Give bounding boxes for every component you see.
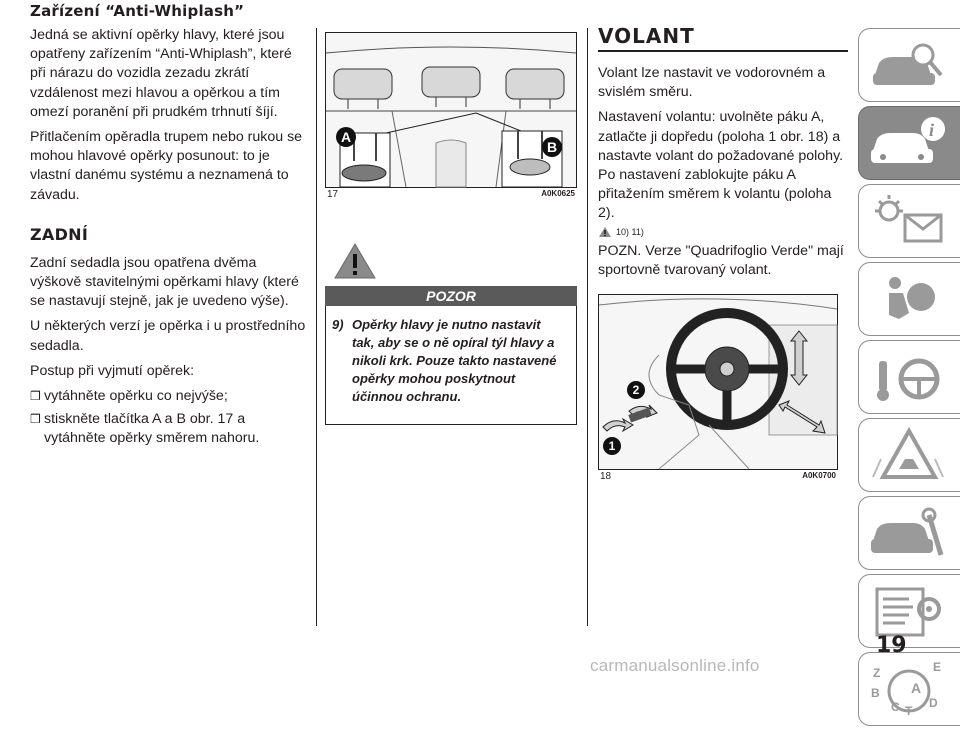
svg-text:B: B [871, 686, 880, 700]
car-info-icon [859, 107, 959, 179]
list-item-text: stiskněte tlačítka A a B obr. 17 a vytáhněte opěrky směrem nahoru. [44, 411, 260, 447]
figure-17-headrests [325, 32, 577, 188]
svg-text:A: A [911, 680, 922, 696]
figure-number: 17 [327, 189, 339, 200]
car-search-icon [859, 29, 959, 101]
volant-adjust-paragraph: Nastavení volantu: uvolněte páku A, zatlačte ji dopředu (poloha 1 obr. 18) a nastavte volant do požadované polohy. Po nastavení zablokujte páku A přitažením směrem k volantu (poloha 2). [598, 109, 844, 222]
heading-rule [598, 50, 848, 52]
figure-18-steering [598, 294, 838, 470]
removal-intro-paragraph: Postup při vyjmutí opěrek: [30, 362, 195, 379]
column-divider-left [316, 28, 317, 626]
warning-box [325, 306, 577, 425]
road-warning-icon [859, 419, 959, 491]
rear-heading: ZADNÍ [30, 224, 89, 244]
list-item [30, 387, 306, 406]
warning-text: Opěrky hlavy je nutno nastavit tak, aby se o ně opíral týl hlavy a nikoli krk. Pouze takto nastavené opěrky mohou poskytnout účinnou ochranu. [352, 317, 557, 404]
label-2-badge: 2 [627, 381, 645, 399]
tab-alphabet-index[interactable] [858, 652, 960, 726]
tab-car-search[interactable] [858, 28, 960, 102]
list-item [30, 410, 306, 448]
figure-number: 18 [600, 471, 612, 483]
airbag-passenger-icon [859, 263, 959, 335]
chapter-tabs [858, 28, 960, 730]
tab-road-warning[interactable] [858, 418, 960, 492]
quadrifoglio-note: POZN. Verze "Quadrifoglio Verde" mají sportovně tvarovaný volant. [598, 242, 844, 278]
svg-text:i: i [929, 120, 935, 140]
middle-column [325, 0, 577, 425]
warning-item [332, 316, 564, 406]
page-number: 19 [876, 633, 907, 658]
volant-heading: VOLANT [598, 24, 695, 48]
figure-code: A0K0625 [541, 189, 575, 198]
tab-warning-lights[interactable] [858, 184, 960, 258]
label-1-badge: 1 [603, 437, 621, 455]
tab-car-wrench[interactable] [858, 496, 960, 570]
rear-seats-paragraph: Zadní sedadla jsou opatřena dvěma výškově stavitelnými opěrkami hlavy (které se nastavují stejně, jak je uvedeno výše). [30, 254, 299, 310]
svg-text:T: T [905, 704, 913, 718]
watermark-text: carmanualsonline.info [590, 656, 760, 675]
figure-18-caption [598, 470, 838, 484]
service-manual-icon [859, 575, 959, 647]
warning-title: POZOR [325, 286, 577, 306]
warning-small-icon [598, 226, 612, 238]
tab-airbag[interactable] [858, 262, 960, 336]
figure-code: A0K0700 [802, 471, 836, 481]
alphabet-index-icon [859, 653, 959, 725]
left-column [30, 0, 306, 449]
warning-triangle-icon [333, 242, 377, 280]
column-divider-right [587, 28, 588, 626]
svg-text:Z: Z [873, 666, 881, 680]
figure-17-caption [325, 188, 577, 202]
tab-car-info[interactable] [858, 106, 960, 180]
anti-whiplash-heading: Zařízení “Anti-Whiplash” [30, 2, 245, 20]
rear-headrests-illustration [326, 33, 576, 187]
steering-wheel-tools-icon [859, 341, 959, 413]
svg-text:C: C [891, 700, 900, 714]
svg-text:E: E [933, 660, 942, 674]
warning-number: 9) [332, 317, 344, 332]
label-b-badge: B [542, 137, 562, 157]
volant-intro-paragraph: Volant lze nastavit ve vodorovném a svislém směru. [598, 65, 826, 101]
headrest-move-paragraph: Přitlačením opěradla trupem nebo rukou se mohou hlavové opěrky posunout: to je vlastní danému systému a neznamená to závadu. [30, 129, 303, 203]
tab-steering-tools[interactable] [858, 340, 960, 414]
car-wrench-icon [859, 497, 959, 569]
note-refs: 10) 11) [598, 226, 848, 238]
tab-service-manual[interactable] [858, 574, 960, 648]
right-column [598, 0, 848, 484]
checkbox-bullet-icon: ❒ [30, 412, 41, 427]
checkbox-bullet-icon: ❒ [30, 389, 41, 404]
list-item-text: vytáhněte opěrku co nejvýše; [44, 388, 228, 405]
anti-whiplash-paragraph: Jedná se aktivní opěrky hlavy, které jsou opatřeny zařízením “Anti-Whiplash”, které při nárazu do vozidla zezadu zkrátí vzdálenost mezi hlavou a opěrkou a tím omezí poranění při prudkém trhnutí šíjí. [30, 27, 292, 120]
middle-seat-paragraph: U některých verzí je opěrka i u prostředního sedadla. [30, 318, 306, 354]
warning-lights-icon [859, 185, 959, 257]
svg-text:D: D [929, 696, 938, 710]
label-a-badge: A [336, 127, 356, 147]
